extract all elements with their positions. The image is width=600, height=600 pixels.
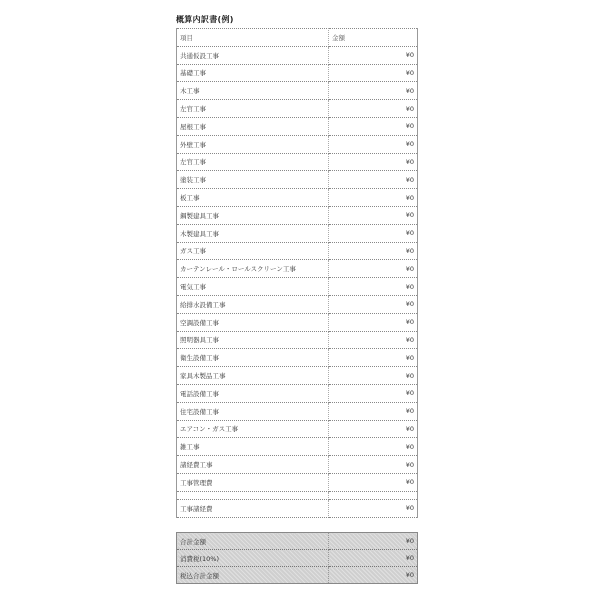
item-cell: 照明器具工事 bbox=[177, 331, 329, 349]
amount-cell: ¥0 bbox=[329, 242, 418, 260]
item-cell: 住宅設備工事 bbox=[177, 402, 329, 420]
summary-row bbox=[177, 550, 418, 567]
amount-cell: ¥0 bbox=[329, 331, 418, 349]
amount-cell: ¥0 bbox=[329, 64, 418, 82]
estimate-table bbox=[176, 28, 418, 518]
table-row bbox=[177, 46, 418, 64]
table-row bbox=[177, 153, 418, 171]
item-cell: エアコン・ガス工事 bbox=[177, 420, 329, 438]
table-header-row bbox=[177, 29, 418, 47]
amount-cell: ¥0 bbox=[329, 153, 418, 171]
table-row bbox=[177, 491, 418, 499]
table-row bbox=[177, 367, 418, 385]
amount-cell: ¥0 bbox=[329, 82, 418, 100]
amount-cell: ¥0 bbox=[329, 567, 418, 584]
estimate-table-body bbox=[177, 46, 418, 517]
item-cell: 衛生設備工事 bbox=[177, 349, 329, 367]
table-row bbox=[177, 242, 418, 260]
amount-cell: ¥0 bbox=[329, 367, 418, 385]
table-row bbox=[177, 473, 418, 491]
table-row bbox=[177, 100, 418, 118]
summary-table-body bbox=[177, 533, 418, 584]
amount-cell: ¥0 bbox=[329, 46, 418, 64]
summary-row bbox=[177, 567, 418, 584]
amount-cell: ¥0 bbox=[329, 456, 418, 474]
table-row bbox=[177, 278, 418, 296]
item-cell: 家具木製品工事 bbox=[177, 367, 329, 385]
item-cell: 電気工事 bbox=[177, 278, 329, 296]
amount-cell: ¥0 bbox=[329, 206, 418, 224]
amount-cell: ¥0 bbox=[329, 117, 418, 135]
table-row bbox=[177, 295, 418, 313]
item-cell: 給排水設備工事 bbox=[177, 295, 329, 313]
item-column-header: 項目 bbox=[177, 29, 329, 47]
item-cell: 税込合計金額 bbox=[177, 567, 329, 584]
table-row bbox=[177, 349, 418, 367]
table-row bbox=[177, 260, 418, 278]
table-row bbox=[177, 438, 418, 456]
item-cell: カーテンレール・ロールスクリーン工事 bbox=[177, 260, 329, 278]
item-cell: ガス工事 bbox=[177, 242, 329, 260]
item-cell: 合計金額 bbox=[177, 533, 329, 550]
amount-cell: ¥0 bbox=[329, 135, 418, 153]
table-row bbox=[177, 420, 418, 438]
table-row bbox=[177, 135, 418, 153]
table-row bbox=[177, 117, 418, 135]
amount-cell: ¥0 bbox=[329, 384, 418, 402]
amount-cell: ¥0 bbox=[329, 499, 418, 517]
table-row bbox=[177, 206, 418, 224]
table-row bbox=[177, 384, 418, 402]
amount-cell: ¥0 bbox=[329, 438, 418, 456]
table-row bbox=[177, 499, 418, 517]
table-row bbox=[177, 456, 418, 474]
item-cell: 空調設備工事 bbox=[177, 313, 329, 331]
item-cell: 基礎工事 bbox=[177, 64, 329, 82]
amount-cell: ¥0 bbox=[329, 224, 418, 242]
table-row bbox=[177, 82, 418, 100]
amount-column-header: 金額 bbox=[329, 29, 418, 47]
document-title: 概算内訳書(例) bbox=[176, 15, 234, 24]
item-cell: 鋼製建具工事 bbox=[177, 206, 329, 224]
amount-cell: ¥0 bbox=[329, 473, 418, 491]
amount-cell: ¥0 bbox=[329, 349, 418, 367]
amount-cell: ¥0 bbox=[329, 189, 418, 207]
table-row bbox=[177, 224, 418, 242]
amount-cell: ¥0 bbox=[329, 100, 418, 118]
summary-row bbox=[177, 533, 418, 550]
item-cell: 木製建具工事 bbox=[177, 224, 329, 242]
amount-cell: ¥0 bbox=[329, 278, 418, 296]
item-cell: 電話設備工事 bbox=[177, 384, 329, 402]
item-cell: 工事諸経費 bbox=[177, 499, 329, 517]
item-cell: 工事管理費 bbox=[177, 473, 329, 491]
amount-cell: ¥0 bbox=[329, 420, 418, 438]
item-cell: 左官工事 bbox=[177, 100, 329, 118]
item-cell: 屋根工事 bbox=[177, 117, 329, 135]
item-cell: 板工事 bbox=[177, 189, 329, 207]
item-cell: 消費税(10%) bbox=[177, 550, 329, 567]
item-cell: 左官工事 bbox=[177, 153, 329, 171]
table-row bbox=[177, 64, 418, 82]
table-row bbox=[177, 402, 418, 420]
table-row bbox=[177, 189, 418, 207]
item-cell: 木工事 bbox=[177, 82, 329, 100]
amount-cell: ¥0 bbox=[329, 533, 418, 550]
summary-table bbox=[176, 532, 418, 584]
amount-cell: ¥0 bbox=[329, 313, 418, 331]
amount-cell: ¥0 bbox=[329, 550, 418, 567]
item-cell: 共通仮設工事 bbox=[177, 46, 329, 64]
amount-cell: ¥0 bbox=[329, 295, 418, 313]
item-cell: 外壁工事 bbox=[177, 135, 329, 153]
table-row bbox=[177, 331, 418, 349]
item-cell: 雑工事 bbox=[177, 438, 329, 456]
item-cell: 諸経費工事 bbox=[177, 456, 329, 474]
table-row bbox=[177, 171, 418, 189]
amount-cell: ¥0 bbox=[329, 260, 418, 278]
amount-cell: ¥0 bbox=[329, 402, 418, 420]
amount-cell bbox=[329, 491, 418, 499]
item-cell bbox=[177, 491, 329, 499]
table-row bbox=[177, 313, 418, 331]
item-cell: 塗装工事 bbox=[177, 171, 329, 189]
amount-cell: ¥0 bbox=[329, 171, 418, 189]
